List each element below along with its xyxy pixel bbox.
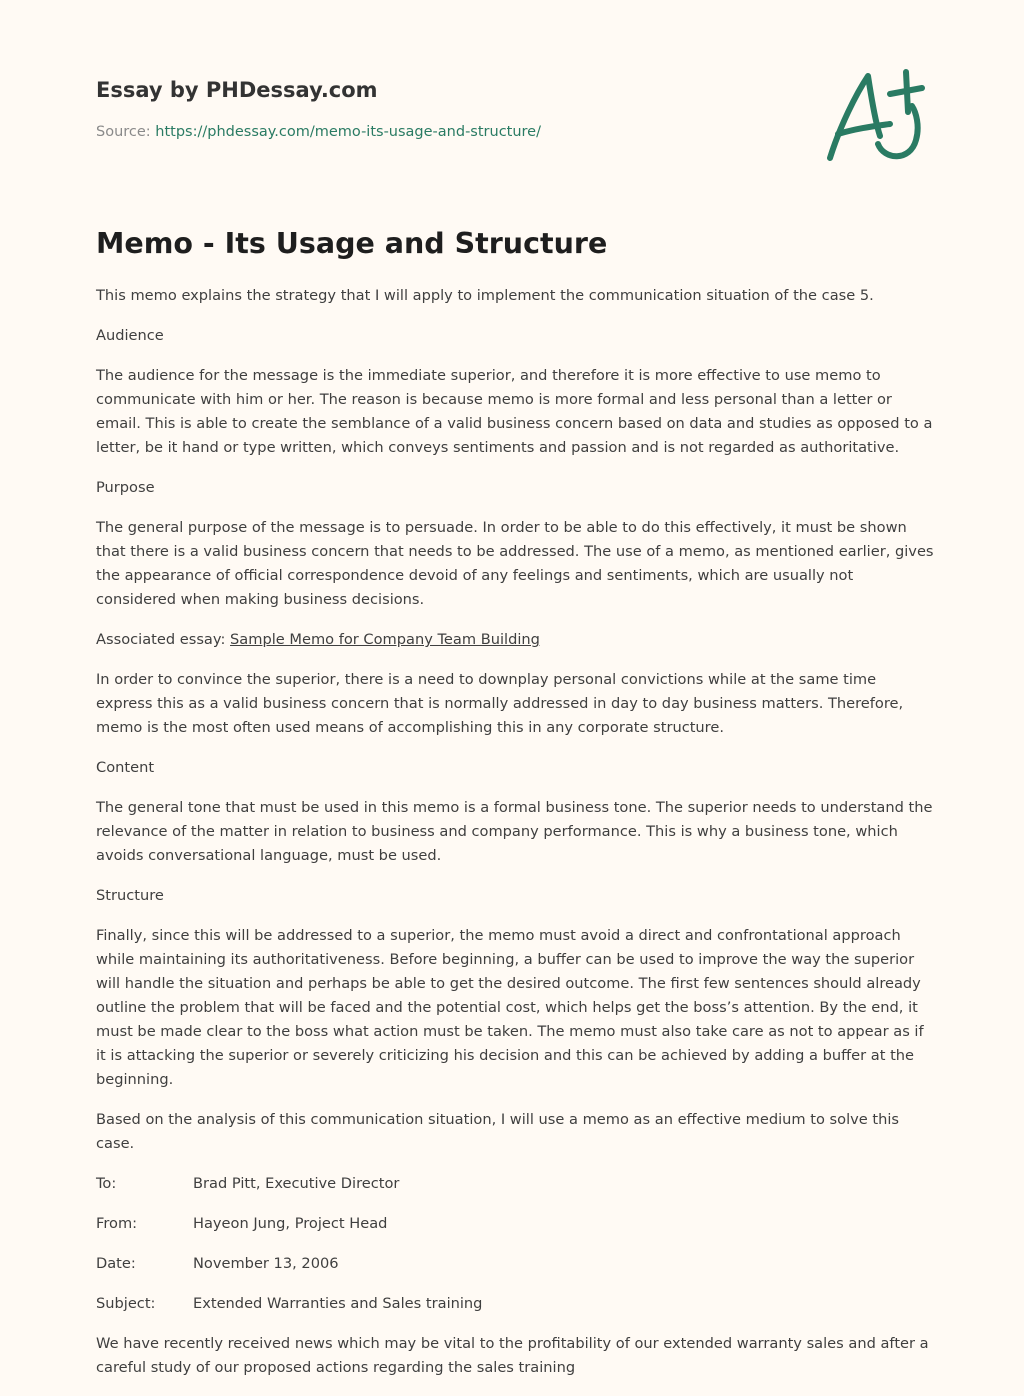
memo-from-value: Hayeon Jung, Project Head: [193, 1215, 388, 1232]
memo-date-label: Date:: [96, 1255, 136, 1272]
article-body: [96, 284, 936, 1396]
associated-label: Associated essay:: [96, 631, 231, 648]
convince-paragraph: In order to convince the superior, there is a need to downplay personal convictions while at the same time express this as a valid business concern that is normally addressed in day to day business matters. Therefore, memo is the most often used means of accomplishing this in any corporate structure.: [96, 671, 904, 736]
audience-paragraph: The audience for the message is the immediate superior, and therefore it is more effective to use memo to communicate with him or her. The reason is because memo is more formal and less personal than a letter or email. This is able to create the semblance of a valid business concern based on data and studies as opposed to a letter, be it hand or type written, which conveys sentiments and passion and is not regarded as authoritative.: [96, 367, 933, 456]
memo-subject-row: [96, 1292, 936, 1316]
audience-heading: Audience: [96, 327, 164, 344]
structure-heading: Structure: [96, 887, 164, 904]
purpose-heading: Purpose: [96, 479, 155, 496]
article-title: Memo - Its Usage and Structure: [96, 227, 608, 260]
memo-to-label: To:: [96, 1175, 117, 1192]
content-paragraph: The general tone that must be used in this memo is a formal business tone. The superior needs to understand the relevance of the matter in relation to business and company performance. This is why a business tone, which avoids conversational language, must be used.: [96, 799, 933, 864]
memo-from-row: [96, 1212, 936, 1236]
a-plus-grade-icon: [818, 66, 934, 170]
memo-date-row: [96, 1252, 936, 1276]
conclusion-paragraph: Based on the analysis of this communication situation, I will use a memo as an effective medium to solve this case.: [96, 1111, 900, 1152]
source-label: Source:: [96, 124, 156, 140]
associated-essay-link[interactable]: Sample Memo for Company Team Building: [230, 631, 540, 648]
purpose-paragraph: The general purpose of the message is to persuade. In order to be able to do this effectively, it must be shown that there is a valid business concern that needs to be addressed. The use of a memo, as mentioned earlier, gives the appearance of official correspondence devoid of any feelings and sentiments, which are usually not considered when making business decisions.: [96, 519, 934, 608]
memo-date-value: November 13, 2006: [193, 1255, 339, 1272]
structure-paragraph: Finally, since this will be addressed to a superior, the memo must avoid a direct and confrontational approach while maintaining its authoritativeness. Before beginning, a buffer can be used to improve the way the superior will handle the situation and perhaps be able to get the desired outcome. The first few sentences should already outline the problem that will be faced and the potential cost, which helps get the boss’s attention. By the end, it must be made clear to the boss what action must be taken. The memo must also take care as not to appear as if it is attacking the superior or severely criticizing his decision and this can be achieved by adding a buffer at the beginning.: [96, 927, 924, 1088]
memo-to-row: [96, 1172, 936, 1196]
associated-essay: [96, 628, 936, 652]
memo-subject-value: Extended Warranties and Sales training: [193, 1295, 483, 1312]
source-line: [96, 124, 541, 140]
memo-body-paragraph: We have recently received news which may be vital to the profitability of our extended warranty sales and after a careful study of our proposed actions regarding the sales training: [96, 1335, 929, 1376]
memo-from-label: From:: [96, 1215, 138, 1232]
intro-paragraph: This memo explains the strategy that I will apply to implement the communication situation of the case 5.: [96, 287, 874, 304]
page-header: [96, 76, 936, 140]
memo-to-value: Brad Pitt, Executive Director: [193, 1175, 400, 1192]
memo-subject-label: Subject:: [96, 1295, 156, 1312]
site-brand: Essay by PHDessay.com: [96, 78, 378, 102]
source-link[interactable]: https://phdessay.com/memo-its-usage-and-structure/: [155, 124, 541, 140]
content-heading: Content: [96, 759, 155, 776]
